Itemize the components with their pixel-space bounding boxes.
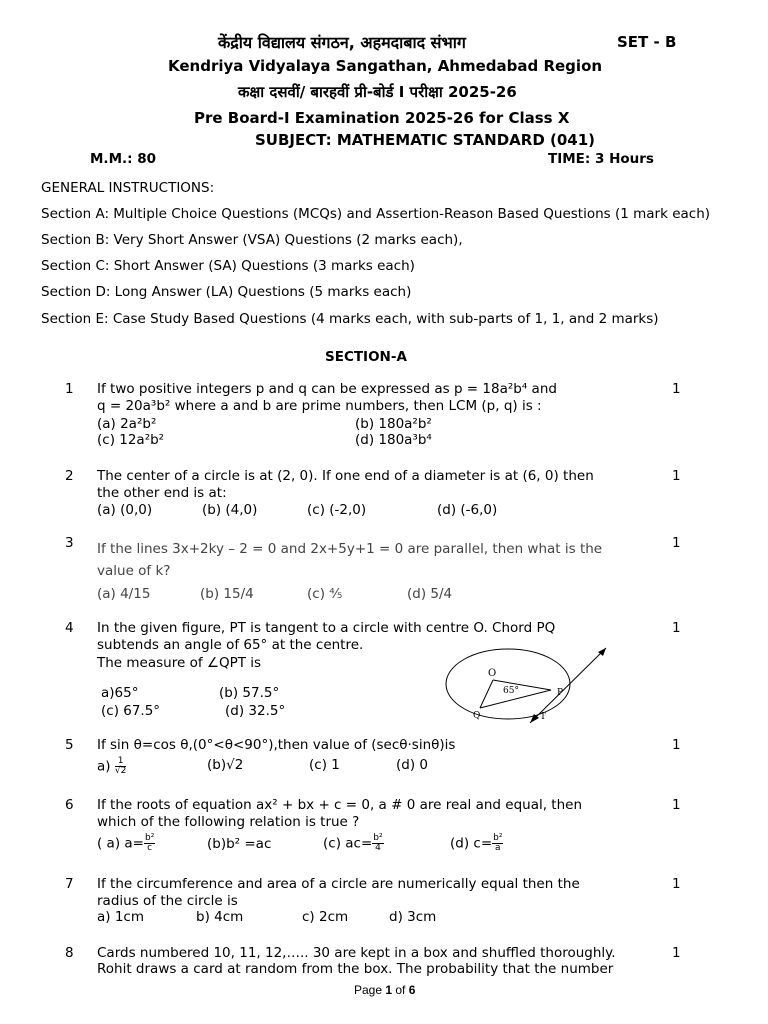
max-marks: M.M.: 80 bbox=[90, 151, 157, 167]
question-number: 4 bbox=[65, 620, 74, 636]
option-b: (b) 15/4 bbox=[200, 586, 254, 602]
set-label: SET - B bbox=[617, 33, 677, 51]
option-c: (c) 67.5° bbox=[101, 703, 161, 719]
option-d: d) 3cm bbox=[389, 909, 437, 925]
org-title: Kendriya Vidyalaya Sangathan, Ahmedabad Region bbox=[168, 57, 603, 75]
question-text: q = 20a³b² where a and b are prime numbers, then LCM (p, q) is : bbox=[97, 398, 542, 414]
question-text: In the given figure, PT is tangent to a circle with centre O. Chord PQ bbox=[97, 620, 556, 636]
question-marks: 1 bbox=[672, 737, 681, 753]
question-number: 1 bbox=[65, 381, 74, 397]
question-text: If the lines 3x+2ky – 2 = 0 and 2x+5y+1 = 0 are parallel, then what is the bbox=[97, 541, 603, 557]
circle-outline bbox=[446, 649, 570, 719]
question-marks: 1 bbox=[672, 381, 681, 397]
question-marks: 1 bbox=[672, 535, 681, 551]
total-pages: 6 bbox=[408, 983, 416, 997]
question-number: 6 bbox=[65, 797, 74, 813]
question-text: Cards numbered 10, 11, 12,….. 30 are kept in a box and shuffled thoroughly. bbox=[97, 945, 616, 961]
page-footer: Page 1 of 6 bbox=[354, 983, 416, 997]
option-d: (d) 0 bbox=[396, 757, 428, 773]
option-d: (d) 5/4 bbox=[407, 586, 453, 602]
option-a: a) $\frac{1}{√2}$ bbox=[97, 756, 127, 776]
instruction-line: Section A: Multiple Choice Questions (MCQs) and Assertion-Reason Based Questions (1 mark each) bbox=[41, 206, 711, 222]
option-b: (b)√2 bbox=[207, 757, 244, 773]
question-text: If the roots of equation ax² + bx + c = 0, a # 0 are real and equal, then bbox=[97, 797, 583, 813]
label-t: T bbox=[540, 712, 547, 722]
option-c: (c) 1 bbox=[309, 757, 340, 773]
question-text: value of k? bbox=[97, 563, 171, 579]
option-a: a) 1cm bbox=[97, 909, 144, 925]
option-a: ( a) a= $\frac{\text{b²}}{c}$ bbox=[97, 833, 155, 853]
question-number: 3 bbox=[65, 535, 74, 551]
instructions-title: GENERAL INSTRUCTIONS: bbox=[41, 180, 215, 196]
question-number: 2 bbox=[65, 468, 74, 484]
question-text: The center of a circle is at (2, 0). If one end of a diameter is at (6, 0) then bbox=[97, 468, 594, 484]
time-allowed: TIME: 3 Hours bbox=[548, 151, 654, 167]
option-a: (a) 4/15 bbox=[97, 586, 151, 602]
option-b: (b) 57.5° bbox=[219, 685, 280, 701]
option-c: c) 2cm bbox=[302, 909, 349, 925]
option-c: (c) (-2,0) bbox=[307, 502, 367, 518]
option-a: (a) (0,0) bbox=[97, 502, 153, 518]
option-c: (c) 12a²b² bbox=[97, 432, 165, 448]
option-c: (c) ⅘ bbox=[307, 586, 343, 602]
question-marks: 1 bbox=[672, 876, 681, 892]
question-text: If the circumference and area of a circle are numerically equal then the bbox=[97, 876, 580, 892]
instruction-line: Section C: Short Answer (SA) Questions (3 marks each) bbox=[41, 258, 415, 274]
label-angle: 65° bbox=[503, 686, 519, 696]
option-a: (a) 2a²b² bbox=[97, 416, 157, 432]
question-text: the other end is at: bbox=[97, 485, 227, 501]
option-a: a)65° bbox=[101, 685, 139, 701]
option-b: b) 4cm bbox=[196, 909, 244, 925]
option-d: (d) 180a³b⁴ bbox=[355, 432, 432, 448]
instruction-line: Section E: Case Study Based Questions (4 marks each, with sub-parts of 1, 1, and 2 marks) bbox=[41, 311, 659, 327]
option-b: (b) (4,0) bbox=[202, 502, 258, 518]
question-text: The measure of ∠QPT is bbox=[97, 655, 262, 671]
question-marks: 1 bbox=[672, 468, 681, 484]
question-text: subtends an angle of 65° at the centre. bbox=[97, 637, 364, 653]
tangent-circle-figure bbox=[440, 643, 610, 723]
question-text: Rohit draws a card at random from the box. The probability that the number bbox=[97, 961, 614, 977]
option-d: (d) 32.5° bbox=[225, 703, 286, 719]
question-number: 5 bbox=[65, 737, 74, 753]
question-text: If two positive integers p and q can be expressed as p = 18a²b⁴ and bbox=[97, 381, 557, 397]
question-text: which of the following relation is true ? bbox=[97, 814, 360, 830]
exam-title: Pre Board-I Examination 2025-26 for Class X bbox=[194, 109, 570, 127]
option-b: (b)b² =ac bbox=[207, 836, 272, 852]
radius-op bbox=[493, 680, 551, 690]
label-o: O bbox=[488, 668, 497, 679]
option-d: (d) c= $\frac{\text{b²}}{a}$ bbox=[450, 833, 503, 853]
question-marks: 1 bbox=[672, 797, 681, 813]
question-marks: 1 bbox=[672, 620, 681, 636]
hindi-exam-title: कक्षा दसवीं/ बारहवीं प्री-बोर्ड I परीक्षा 2025-26 bbox=[238, 83, 517, 101]
instruction-line: Section D: Long Answer (LA) Questions (5 marks each) bbox=[41, 284, 412, 300]
instruction-line: Section B: Very Short Answer (VSA) Questions (2 marks each), bbox=[41, 232, 463, 248]
subject-title: SUBJECT: MATHEMATIC STANDARD (041) bbox=[255, 131, 596, 149]
label-p: P bbox=[557, 688, 564, 698]
question-marks: 1 bbox=[672, 945, 681, 961]
option-c: (c) ac= $\frac{\text{b²}}{4}$ bbox=[323, 833, 383, 853]
question-text: radius of the circle is bbox=[97, 893, 238, 909]
question-number: 7 bbox=[65, 876, 74, 892]
question-number: 8 bbox=[65, 945, 74, 961]
current-page: 1 bbox=[385, 983, 393, 997]
option-d: (d) (-6,0) bbox=[437, 502, 498, 518]
radius-oq bbox=[480, 680, 493, 708]
section-title: SECTION-A bbox=[325, 349, 407, 365]
question-text: If sin θ=cos θ,(0°<θ<90°),then value of (secθ·sinθ)is bbox=[97, 737, 456, 753]
option-b: (b) 180a²b² bbox=[355, 416, 432, 432]
label-q: Q bbox=[473, 711, 481, 721]
hindi-org-title: केंद्रीय विद्यालय संगठन, अहमदाबाद संभाग bbox=[218, 33, 466, 52]
